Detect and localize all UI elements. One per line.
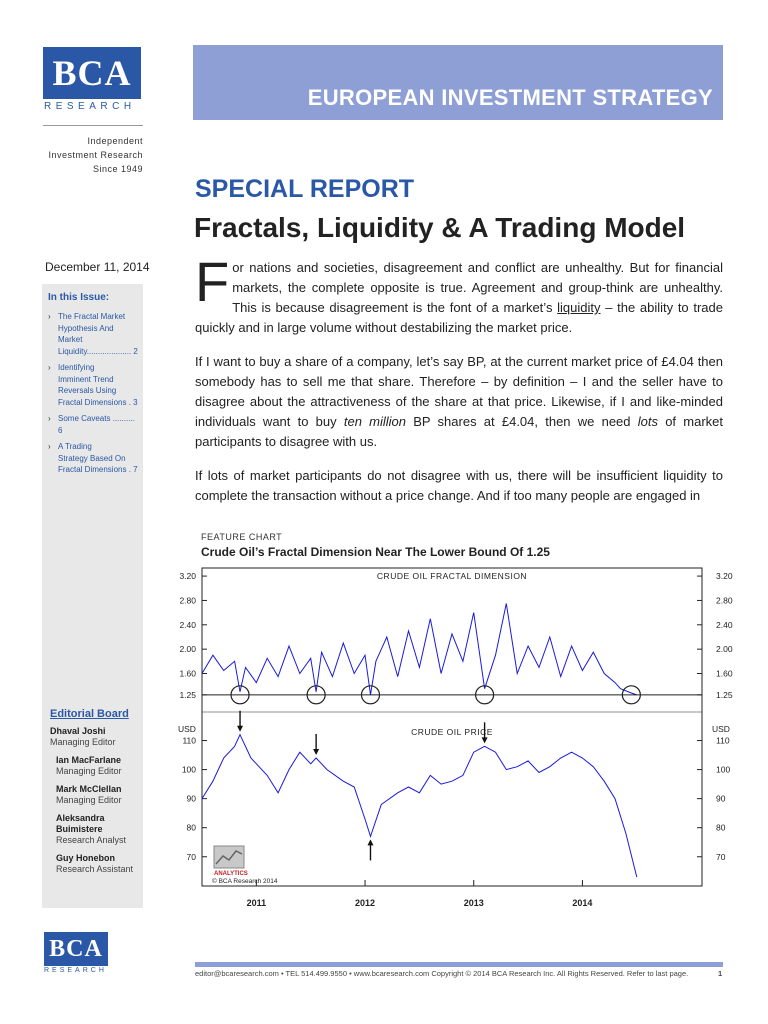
- tagline-line: Since 1949: [92, 164, 143, 174]
- paragraph-text: – the ability to trade quickly and in large volume without destabilizing the market price.: [195, 300, 723, 335]
- x-tick-label: 2014: [572, 898, 593, 908]
- issue-date: December 11, 2014: [45, 260, 150, 274]
- board-member-name: Aleksandra Buimistere: [56, 813, 105, 834]
- y-tick-label: 2.00: [716, 644, 733, 655]
- board-member: [56, 853, 142, 875]
- toc-item[interactable]: [48, 441, 140, 476]
- x-axis: [247, 880, 593, 908]
- y-tick-label: 3.20: [179, 571, 196, 582]
- paragraph-text: If lots of market participants do not disagree with us, there will be insufficient liquidity to complete the transaction without a price change. And if too many people are engaged in: [195, 468, 723, 503]
- toc-item[interactable]: [48, 362, 140, 408]
- figure-label: FEATURE CHART: [201, 532, 283, 542]
- series-line: [202, 604, 637, 695]
- toc-item-line: Reversals Using: [58, 386, 117, 395]
- board-member-role: Managing Editor: [56, 766, 122, 776]
- paragraph-text: If I want to buy a share of a company, let’s say BP, at the current market price of £4.04 then somebody has to sell me that share. Therefore – by definition – I and the seller have to disagree about the attractiveness of the share at that price. Likewise, if I and like-minded individuals want to buy: [195, 354, 723, 429]
- y-tick-label: 70: [716, 851, 726, 862]
- paragraph: [195, 466, 723, 506]
- toc-item-line: Strategy Based On: [58, 453, 126, 463]
- y-tick-label: 3.20: [716, 571, 733, 582]
- article-title: Fractals, Liquidity & A Trading Model: [194, 212, 686, 243]
- page-number: 1: [718, 969, 723, 978]
- chevron-right-icon: ›: [48, 414, 51, 423]
- board-member: [50, 726, 142, 748]
- x-tick-label: 2013: [463, 898, 484, 908]
- footer-rule: [195, 962, 723, 967]
- publication-banner: [193, 45, 723, 120]
- y-tick-label: 2.40: [716, 619, 733, 630]
- y-tick-label: 100: [181, 764, 196, 775]
- bca-logo: [43, 47, 141, 99]
- y-tick-label: 2.80: [179, 595, 196, 606]
- tagline-line: Independent: [87, 136, 143, 146]
- board-member-name: Dhaval Joshi: [50, 726, 106, 736]
- chevron-right-icon: ›: [48, 442, 51, 451]
- paragraph-text: of market participants to disagree with us.: [195, 414, 723, 449]
- series-line: [202, 735, 637, 877]
- y-tick-label: 90: [716, 793, 726, 804]
- toc-item-line: Hypothesis And Market: [58, 323, 114, 344]
- board-member: [56, 813, 142, 846]
- reversal-arrow-head: [313, 749, 319, 755]
- board-member: [56, 755, 142, 777]
- tagline: [43, 134, 143, 176]
- unit-label: USD: [712, 724, 730, 734]
- board-member: [56, 784, 142, 806]
- board-title: Editorial Board: [50, 708, 129, 720]
- y-tick-label: 1.60: [179, 668, 196, 679]
- toc-item[interactable]: [48, 311, 140, 357]
- chart-copyright: © BCA Research 2014: [212, 878, 278, 885]
- y-tick-label: 2.00: [179, 644, 196, 655]
- y-tick-label: 1.25: [179, 689, 196, 700]
- board-member-name: Guy Honebon: [56, 853, 115, 863]
- editorial-board: [50, 708, 142, 875]
- panel-title: CRUDE OIL FRACTAL DIMENSION: [376, 571, 528, 581]
- y-tick-label: 1.60: [716, 668, 733, 679]
- unit-label: USD: [178, 724, 196, 734]
- y-tick-label: 110: [182, 735, 196, 746]
- liquidity-link[interactable]: liquidity: [557, 300, 601, 315]
- emphasis: ten million: [343, 414, 406, 429]
- banner-title: EUROPEAN INVESTMENT STRATEGY: [307, 84, 713, 110]
- figure-title: Crude Oil’s Fractal Dimension Near The Lower Bound Of 1.25: [201, 545, 550, 559]
- paragraph-text: BP shares at £4.04, then we need: [406, 414, 638, 429]
- board-member-role: Research Analyst: [56, 835, 127, 845]
- toc-title: In this Issue:: [48, 292, 110, 303]
- toc-item-line: Some Caveats .......... 6: [58, 414, 135, 435]
- paragraph-text: or nations and societies, disagreement and conflict are unhealthy. But for financial markets, the complete opposite is true. Agreement and group-think are unhealthy. This is because disagreement is the font of a market’s: [232, 260, 723, 315]
- board-member-name: Ian MacFarlane: [56, 755, 122, 765]
- tagline-line: Investment Research: [48, 150, 143, 160]
- y-tick-label: 80: [716, 822, 726, 833]
- reversal-arrow-head: [482, 737, 488, 743]
- reversal-arrow-head: [237, 726, 243, 732]
- paragraph: [195, 352, 723, 452]
- board-member-role: Managing Editor: [50, 737, 116, 747]
- toc-item-line: Fractal Dimensions . 7: [58, 465, 138, 474]
- logo-subtitle: RESEARCH: [44, 967, 107, 974]
- board-member-role: Managing Editor: [56, 795, 122, 805]
- logo-subtitle: RESEARCH: [44, 101, 136, 112]
- emphasis: lots: [637, 414, 658, 429]
- logo-text: BCA: [52, 53, 132, 93]
- chevron-right-icon: ›: [48, 312, 51, 321]
- x-tick-label: 2012: [355, 898, 376, 908]
- y-tick-label: 2.80: [716, 595, 733, 606]
- y-tick-label: 100: [716, 764, 731, 775]
- footer-text: editor@bcaresearch.com • TEL 514.499.9550 • www.bcaresearch.com Copyright © 2014 BCA Research Inc. All Rights Reserved. Refer to last page.: [195, 969, 689, 978]
- y-tick-label: 80: [186, 822, 196, 833]
- y-tick-label: 70: [186, 851, 196, 862]
- toc-item-line: Imminent Trend: [58, 374, 114, 384]
- toc-item-line: Fractal Dimensions . 3: [58, 397, 138, 407]
- analytics-badge: [212, 846, 278, 885]
- board-member-name: Mark McClellan: [56, 784, 122, 794]
- toc-item-line: A Trading: [58, 442, 92, 451]
- chevron-right-icon: ›: [48, 363, 51, 372]
- x-tick-label: 2011: [246, 898, 267, 908]
- logo-text: BCA: [49, 935, 103, 962]
- paragraph: [195, 250, 723, 338]
- reversal-arrow-head: [367, 839, 373, 845]
- feature-chart: [160, 562, 750, 918]
- analytics-logo: [214, 846, 244, 868]
- y-tick-label: 1.25: [716, 689, 733, 700]
- fractal-panel: [179, 571, 732, 712]
- bca-logo-footer: [44, 932, 108, 966]
- y-tick-label: 2.40: [179, 619, 196, 630]
- y-tick-label: 90: [186, 793, 196, 804]
- analytics-label: ANALYTICS: [214, 871, 248, 877]
- toc-item-line: The Fractal Market: [58, 312, 126, 321]
- logo-divider: [43, 125, 143, 126]
- article-body: [195, 250, 723, 520]
- price-panel: [178, 711, 730, 877]
- toc-item-line: Liquidity.................... 2: [58, 346, 138, 356]
- drop-cap: F: [195, 250, 230, 313]
- y-tick-label: 110: [716, 735, 730, 746]
- toc-item-line: Identifying: [58, 363, 95, 372]
- toc: [48, 292, 140, 476]
- board-member-role: Research Assistant: [56, 864, 134, 874]
- toc-item[interactable]: [48, 413, 140, 436]
- panel-title: CRUDE OIL PRICE: [411, 727, 493, 737]
- special-report-kicker: SPECIAL REPORT: [195, 175, 415, 203]
